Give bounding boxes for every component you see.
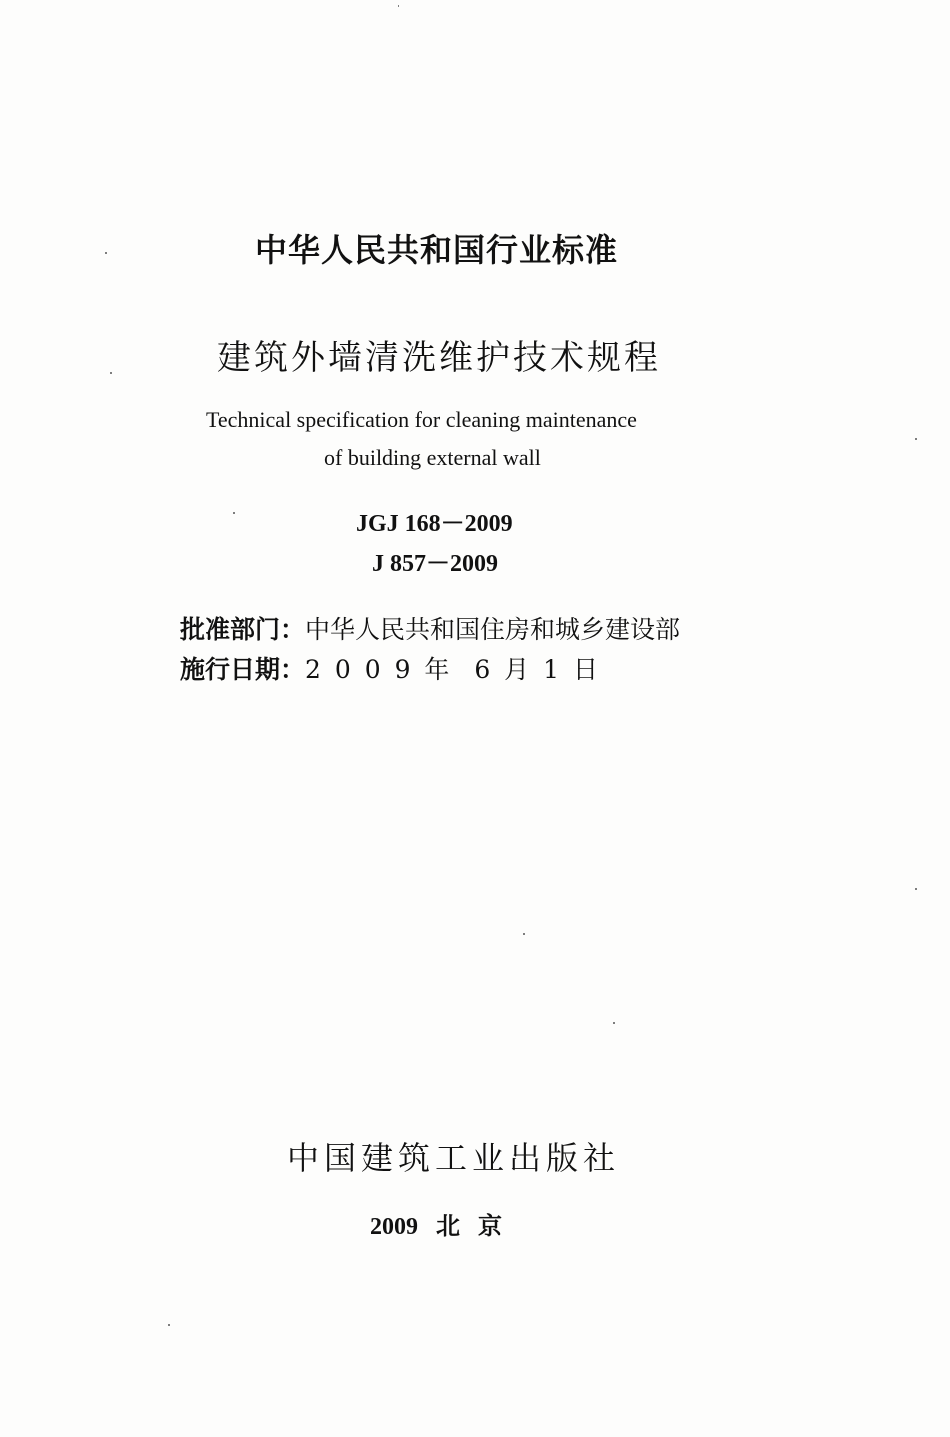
scan-speck bbox=[168, 1324, 170, 1326]
effective-date-label: 施行日期： bbox=[180, 655, 306, 684]
publication-year: 2009 bbox=[370, 1214, 418, 1240]
publication-city: 北京 bbox=[436, 1212, 520, 1240]
standard-category-heading: 中华人民共和国行业标准 bbox=[255, 231, 619, 269]
scan-speck bbox=[523, 933, 525, 935]
publisher-name: 中国建筑工业出版社 bbox=[287, 1139, 621, 1177]
approval-department-value: 中华人民共和国住房和城乡建设部 bbox=[305, 615, 681, 644]
scan-speck bbox=[110, 372, 112, 374]
document-title-english-line1: Technical specification for cleaning maintenance bbox=[206, 407, 637, 432]
effective-date-row bbox=[180, 650, 601, 686]
effective-date-value: 2 0 0 9 年 6 月 1 日 bbox=[305, 655, 601, 684]
publication-year-city bbox=[370, 1206, 520, 1241]
scan-speck bbox=[915, 888, 917, 890]
standard-code-primary: JGJ 168－2009 bbox=[356, 511, 513, 537]
scan-speck bbox=[105, 252, 107, 254]
scan-speck bbox=[613, 1022, 615, 1024]
document-title-chinese: 建筑外墙清洗维护技术规程 bbox=[217, 338, 661, 378]
scan-speck bbox=[915, 438, 917, 440]
document-title-english-line2: of building external wall bbox=[324, 445, 541, 470]
scan-speck bbox=[398, 5, 399, 7]
approval-department-row bbox=[180, 610, 680, 646]
scan-speck bbox=[233, 512, 235, 514]
standard-code-secondary: J 857－2009 bbox=[372, 551, 498, 577]
approval-department-label: 批准部门： bbox=[180, 615, 306, 644]
